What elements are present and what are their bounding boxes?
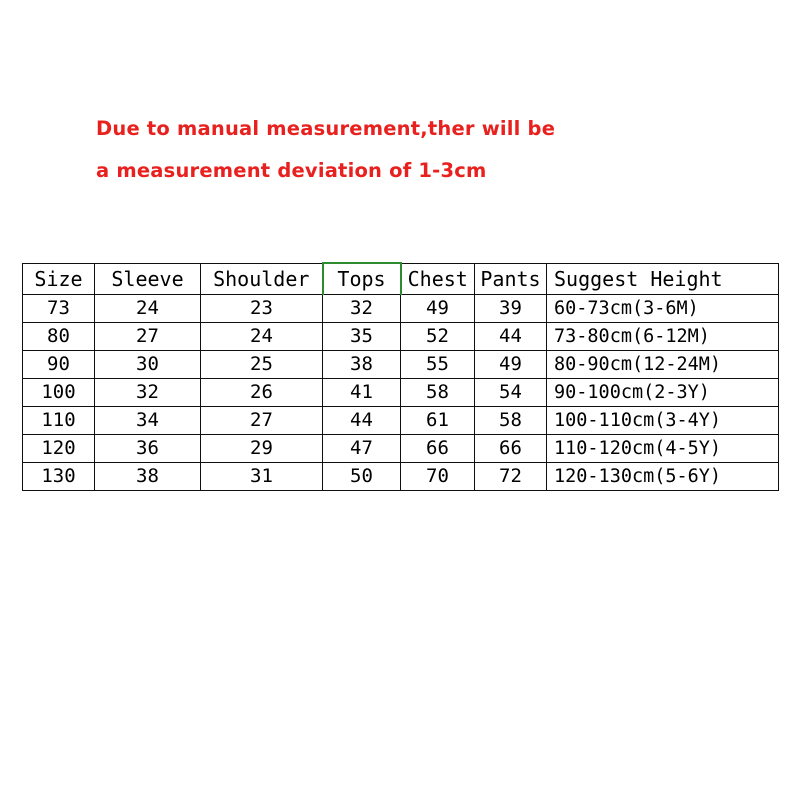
cell-sleeve: 38 xyxy=(95,463,201,491)
cell-tops: 35 xyxy=(323,323,401,351)
cell-tops: 38 xyxy=(323,351,401,379)
cell-pants: 58 xyxy=(475,407,547,435)
cell-tops: 41 xyxy=(323,379,401,407)
table-row xyxy=(23,351,779,379)
cell-shoulder: 26 xyxy=(201,379,323,407)
cell-tops: 50 xyxy=(323,463,401,491)
table-row xyxy=(23,379,779,407)
notice-line-2: a measurement deviation of 1-3cm xyxy=(96,159,487,182)
column-header-sleeve: Sleeve xyxy=(95,263,201,295)
column-header-size: Size xyxy=(23,263,95,295)
cell-shoulder: 29 xyxy=(201,435,323,463)
cell-pants: 49 xyxy=(475,351,547,379)
size-table-body xyxy=(23,295,779,491)
cell-chest: 58 xyxy=(401,379,475,407)
cell-size: 80 xyxy=(23,323,95,351)
cell-pants: 72 xyxy=(475,463,547,491)
cell-size: 130 xyxy=(23,463,95,491)
cell-sleeve: 24 xyxy=(95,295,201,323)
size-table xyxy=(22,262,779,491)
cell-chest: 55 xyxy=(401,351,475,379)
cell-tops: 44 xyxy=(323,407,401,435)
cell-shoulder: 25 xyxy=(201,351,323,379)
cell-suggest-height: 60-73cm(3-6M) xyxy=(547,295,779,323)
column-header-tops: Tops xyxy=(323,263,401,295)
cell-size: 110 xyxy=(23,407,95,435)
cell-suggest-height: 80-90cm(12-24M) xyxy=(547,351,779,379)
cell-size: 100 xyxy=(23,379,95,407)
table-row xyxy=(23,407,779,435)
cell-suggest-height: 110-120cm(4-5Y) xyxy=(547,435,779,463)
cell-chest: 70 xyxy=(401,463,475,491)
cell-shoulder: 23 xyxy=(201,295,323,323)
measurement-notice xyxy=(96,108,736,192)
column-header-shoulder: Shoulder xyxy=(201,263,323,295)
table-row xyxy=(23,323,779,351)
cell-chest: 52 xyxy=(401,323,475,351)
column-header-pants: Pants xyxy=(475,263,547,295)
size-table-container xyxy=(22,262,778,491)
table-header-row xyxy=(23,263,779,295)
cell-pants: 44 xyxy=(475,323,547,351)
cell-sleeve: 30 xyxy=(95,351,201,379)
table-row xyxy=(23,435,779,463)
cell-tops: 32 xyxy=(323,295,401,323)
cell-shoulder: 31 xyxy=(201,463,323,491)
cell-pants: 54 xyxy=(475,379,547,407)
cell-tops: 47 xyxy=(323,435,401,463)
cell-pants: 39 xyxy=(475,295,547,323)
cell-size: 120 xyxy=(23,435,95,463)
size-table-header xyxy=(23,263,779,295)
cell-shoulder: 27 xyxy=(201,407,323,435)
cell-sleeve: 34 xyxy=(95,407,201,435)
cell-shoulder: 24 xyxy=(201,323,323,351)
cell-chest: 61 xyxy=(401,407,475,435)
cell-pants: 66 xyxy=(475,435,547,463)
table-row xyxy=(23,295,779,323)
cell-size: 90 xyxy=(23,351,95,379)
cell-suggest-height: 90-100cm(2-3Y) xyxy=(547,379,779,407)
cell-chest: 66 xyxy=(401,435,475,463)
column-header-chest: Chest xyxy=(401,263,475,295)
cell-suggest-height: 120-130cm(5-6Y) xyxy=(547,463,779,491)
cell-chest: 49 xyxy=(401,295,475,323)
table-row xyxy=(23,463,779,491)
column-header-suggest-height: Suggest Height xyxy=(547,263,779,295)
cell-sleeve: 32 xyxy=(95,379,201,407)
cell-sleeve: 36 xyxy=(95,435,201,463)
cell-suggest-height: 73-80cm(6-12M) xyxy=(547,323,779,351)
cell-suggest-height: 100-110cm(3-4Y) xyxy=(547,407,779,435)
notice-line-1: Due to manual measurement,ther will be xyxy=(96,117,556,140)
cell-size: 73 xyxy=(23,295,95,323)
cell-sleeve: 27 xyxy=(95,323,201,351)
